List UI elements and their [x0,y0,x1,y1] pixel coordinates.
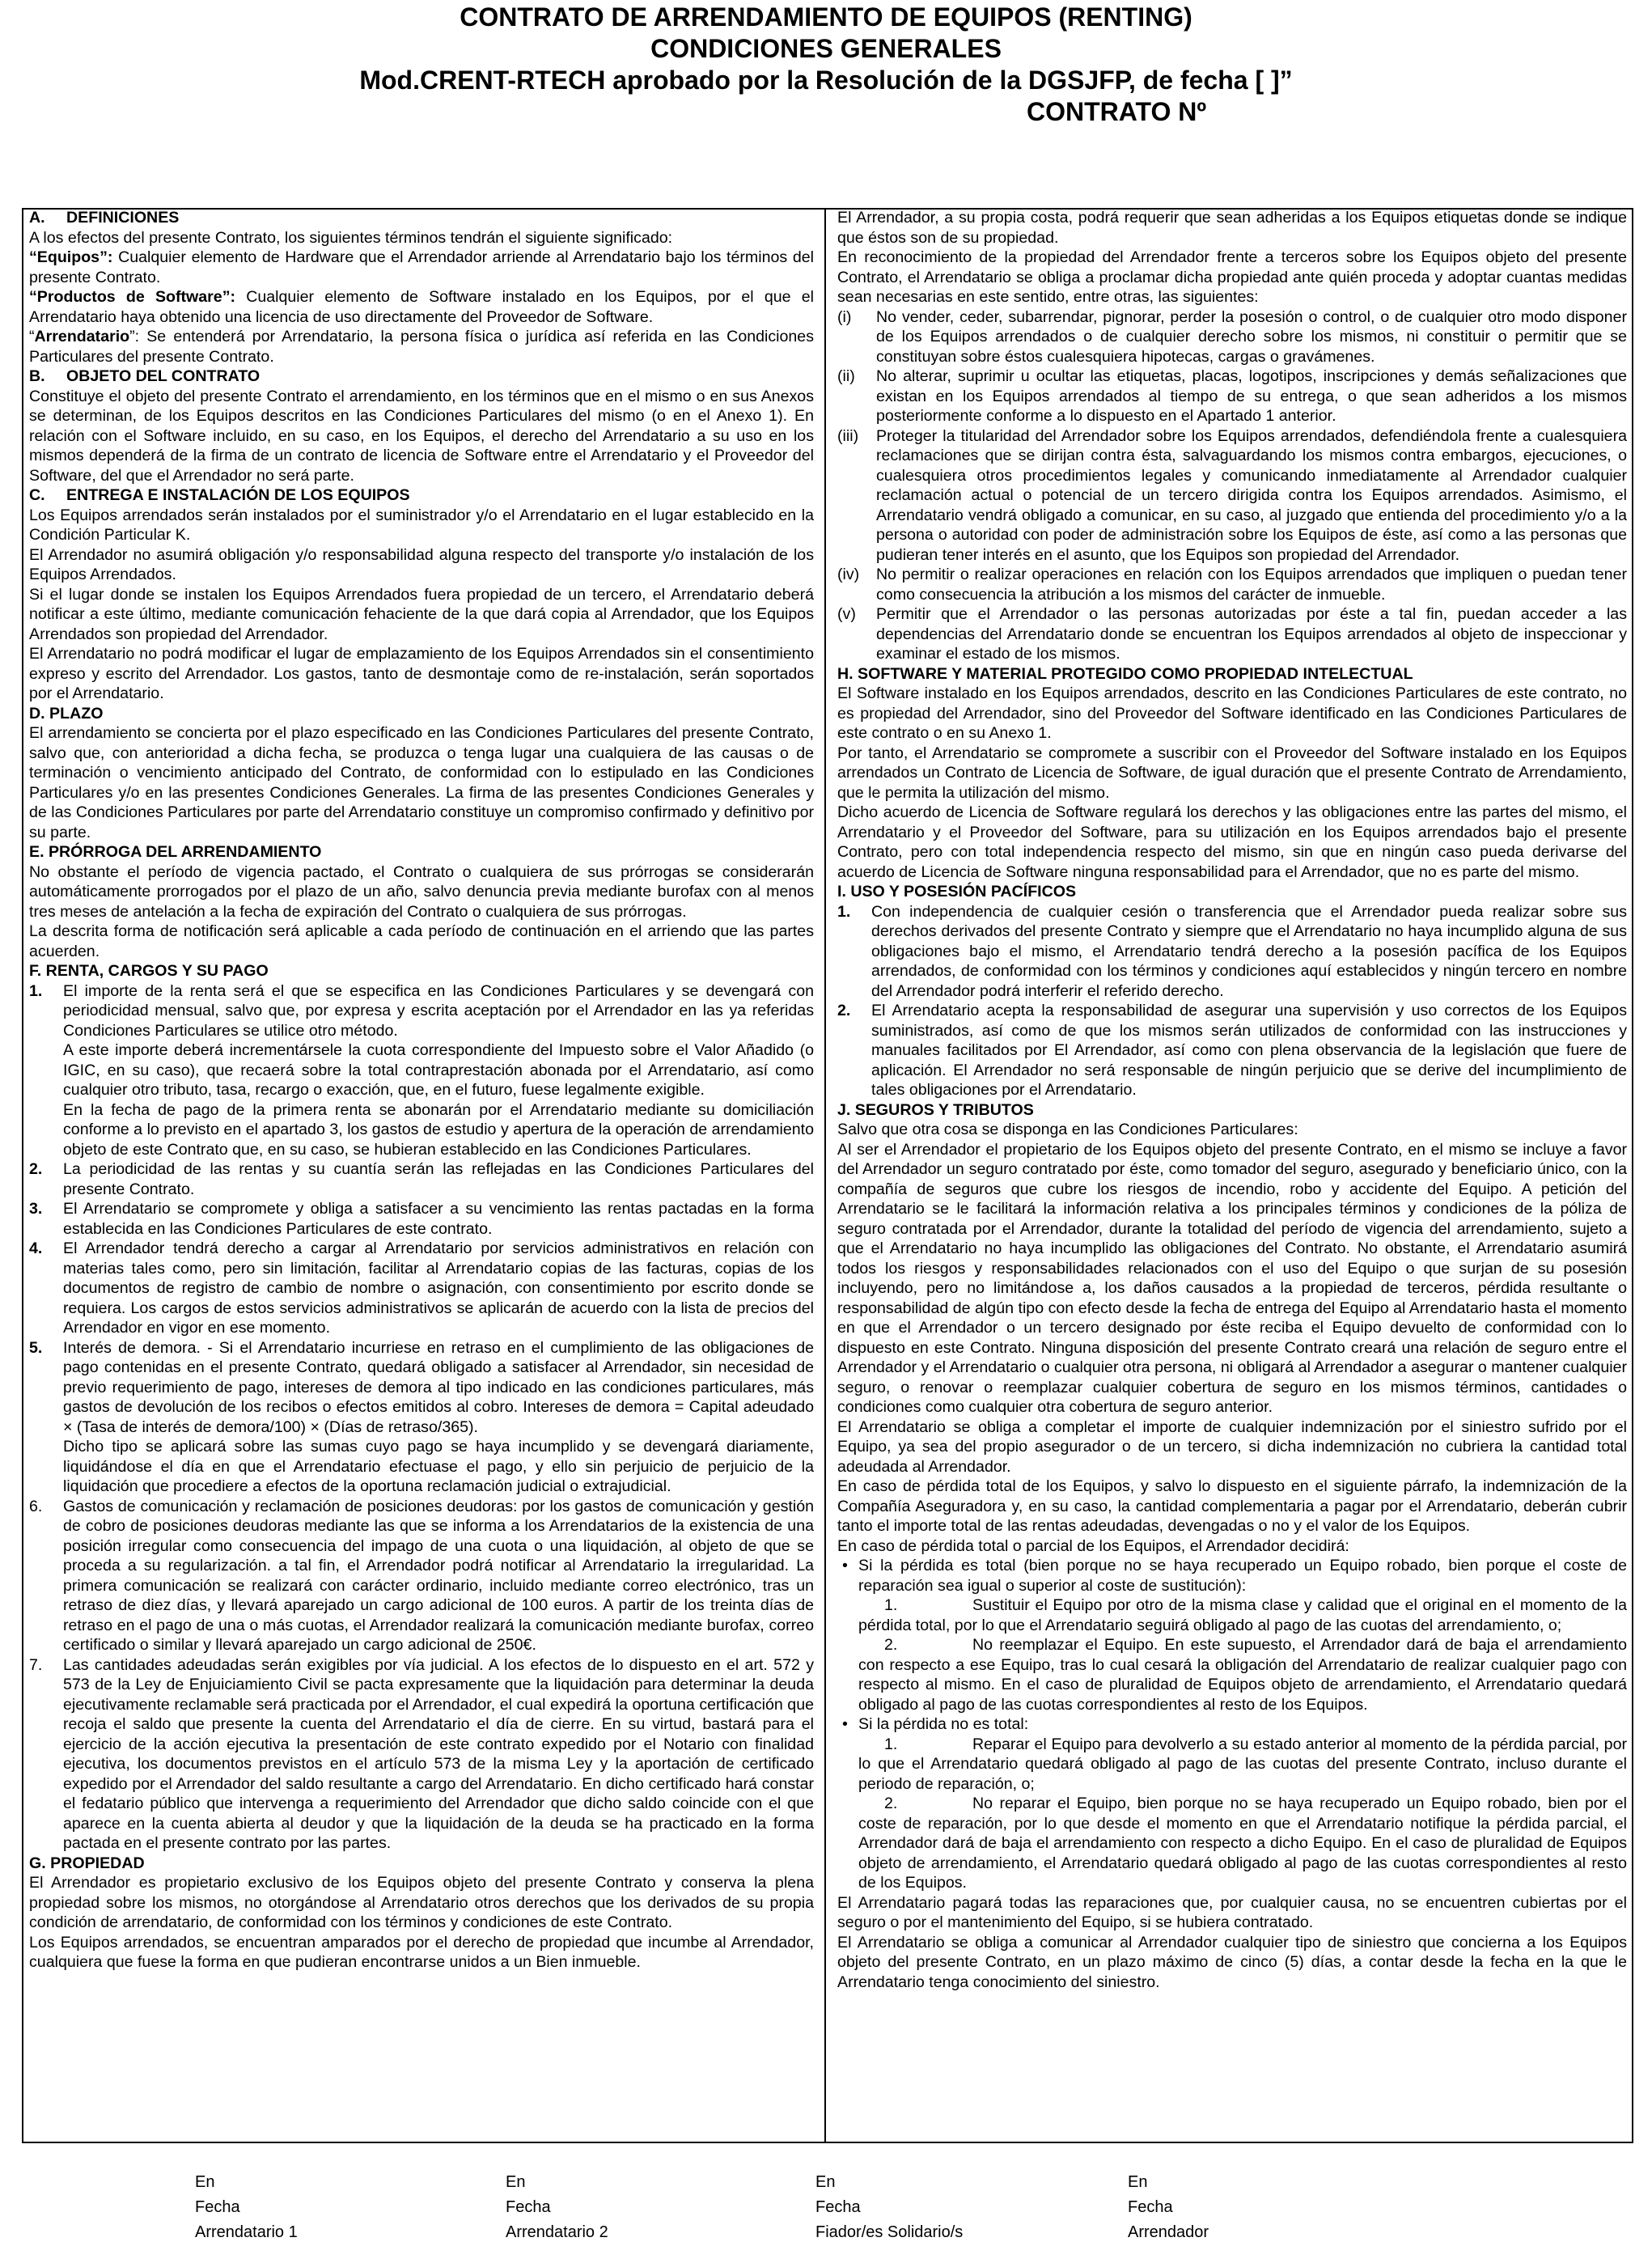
option-repair: 1. Reparar el Equipo para devolverlo a su estado anterior al momento de la pérdida parcial, por lo que el Arrendatario quedará obligado al pago de las cuotas del presente Contrato, incluso durante el periodo de reparación, o; [858,1735,1627,1793]
section-i-heading: I. USO Y POSESIÓN PACÍFICOS [837,883,1077,901]
signature-block-arrendatario-2 [506,2170,608,2245]
section-c-paragraph: Si el lugar donde se instalen los Equipos Arrendados fuera propiedad de un tercero, el Arrendatario deberá notificar a este último, mediante comunicación fehaciente de la que dará copia al Arrendador, que los Equipos Arrendados son propiedad del Arrendador. [29,585,814,643]
clause-i1: 1. Con independencia de cualquier cesión o transferencia que el Arrendador pueda realizar sobre sus derechos derivados del presente Contrato y siempre que el Arrendatario no haya incumplido alguna de sus obligaciones bajo el mismo, el Arrendatario tendrá derecho a la posesión pacífica de los Equipos arrendados, de conformidad con los términos y condiciones aquí establecidos y ningún tercero en nombre del Arrendador podrá interferir el referido derecho. [837,902,1627,1000]
document-title: CONTRATO DE ARRENDAMIENTO DE EQUIPOS (RENTING) [460,2,1192,32]
bullet-icon: • [842,1715,848,1733]
section-e-heading: E. PRÓRROGA DEL ARRENDAMIENTO [29,843,322,861]
section-j-paragraph: En caso de pérdida total o parcial de los Equipos, el Arrendador decidirá: [837,1536,1349,1555]
document-subtitle: CONDICIONES GENERALES [650,34,1002,63]
section-h-paragraph: Dicho acuerdo de Licencia de Software regulará los derechos y las obligaciones entre las partes del mismo, el Arrendatario y el Proveedor del Software, para su utilización en los Equipos arrendados bajo el presente Contrato, pero con total independencia respecto del mismo, sin que en ningún caso pueda derivarse del acuerdo de Licencia de Software ninguna responsabilidad para el Arrendador, que no es parte del mismo. [837,803,1627,881]
signature-role: Arrendatario 2 [506,2223,608,2241]
signature-date: Fecha [506,2198,551,2216]
signature-block-arrendatario-1 [195,2170,298,2245]
section-c-paragraph: El Arrendatario no podrá modificar el lugar de emplazamiento de los Equipos Arrendados sin el consentimiento expreso y escrito del Arrendador. Los gastos, tanto de desmontaje como de re-instalación, serán soportados por el Arrendatario. [29,645,814,702]
bullet-icon: • [842,1557,848,1574]
clause-f7: 7. Las cantidades adeudadas serán exigibles por vía judicial. A los efectos de lo dispuesto en el art. 572 y 573 de la Ley de Enjuiciamiento Civil se pacta expresamente que la liquidación para determinar la deuda ejecutivamente reclamable será practicada por el Arrendador, el cual expedirá la oportuna certificación que recoja el saldo que presente la cuenta del Arrendatario el día de cierre. En su virtud, bastará para el ejercicio de la acción ejecutiva la presentación de este contrato expedido por el Notario con finalidad ejecutiva, los documentos previstos en el artículo 573 de la misma Ley y la aportación de certificado expedido por el Arrendador del saldo resultante a cargo del Arrendatario. En dicho certificado hará constar el fedatario público que intervenga a requerimiento del Arrendador que dicho saldo coincide con el que aparece en la cuenta abierta al deudor y que la liquidación de la deuda se ha practicado en la forma pactada en el presente contrato por las partes. [29,1655,814,1852]
section-j-paragraph: Al ser el Arrendador el propietario de los Equipos objeto del presente Contrato, en el mismo se incluye a favor del Arrendador un seguro contratado por éste, como tomador del seguro, asegurado y beneficiario único, con la compañía de seguros que cubre los riesgos de incendio, robo y accidente del Equipo. A petición del Arrendatario se le facilitará la información relativa a los principales términos y condiciones de la póliza de seguro contratada por el Arrendador, durante la totalidad del período de vigencia del arrendamiento, sujeto a que el Arrendatario no haya incumplido las obligaciones del Contrato. No obstante, el Arrendatario asumirá todos los riesgos y responsabilidades relacionados con el uso del Equipo o que surjan de su posesión incluyendo, pero no limitándose a, los daños causados a la propiedad de terceros, pérdida resultante o responsabilidad de algún tipo con efecto desde la fecha de entrega del Equipo al Arrendatario hasta el momento en que el Arrendador o un tercero designado por éste reciba el Equipo devuelto de conformidad con lo dispuesto en este Contrato. Ninguna disposición del presente Contrato creará una relación de seguro entre el Arrendador y el Arrendatario o cualquier otra persona, ni obligará al Arrendador a asegurar o mantener cualquier seguro, o renovar o reemplazar cualquier cobertura de seguro en los mismos términos, cantidades o condiciones como cualquier otra cobertura de seguro anterior. [837,1140,1627,1416]
section-c-heading: C. ENTREGA E INSTALACIÓN DE LOS EQUIPOS [29,486,410,504]
definition-productos-software: “Productos de Software”: Cualquier elemento de Software instalado en los Equipos, por el que el Arrendatario haya obtenido una licencia de uso directamente del Proveedor de Software. [29,288,814,326]
section-a-intro: A los efectos del presente Contrato, los siguientes términos tendrán el siguiente significado: [29,228,673,247]
section-h-heading: H. SOFTWARE Y MATERIAL PROTEGIDO COMO PROPIEDAD INTELECTUAL [837,664,1413,683]
signature-place: En [815,2173,836,2191]
section-j-paragraph: El Arrendatario se obliga a comunicar al Arrendador cualquier tipo de siniestro que concierna a los Equipos objeto del presente Contrato, en un plazo máximo de cinco (5) días, a contar desde la fecha en la que le Arrendatario tenga conocimiento del siniestro. [837,1933,1627,1991]
section-d-text: El arrendamiento se concierta por el plazo especificado en las Condiciones Particulares del presente Contrato, salvo que, con anterioridad a dicha fecha, se produzca o tenga lugar una cualquiera de las causas o de terminación o vencimiento anticipado del Contrato, de conformidad con lo estipulado en las Condiciones Particulares y/o en las presentes Condiciones Generales. La firma de las presentes Condiciones Generales y de las Condiciones Particulares por parte del Arrendatario constituye un compromiso confirmado y definitivo por su parte. [29,724,814,841]
section-g-heading: G. PROPIEDAD [29,1854,145,1872]
clause-g-ii: (ii) No alterar, suprimir u ocultar las etiquetas, placas, logotipos, inscripciones y demás señalizaciones que existan en los Equipos arrendados al tiempo de su entrega, o que sean adheridos a los mismos posteriormente conforme a lo dispuesto en el Apartado 1 anterior. [837,367,1627,425]
clause-f4: 4. El Arrendador tendrá derecho a cargar al Arrendatario por servicios administrativos en relación con materias tales como, pero sin limitación, facilitar al Arrendatario copias de las facturas, copias de los documentos de registro de cambio de nombre o asignación, con consentimiento por escrito donde se requiera. Los cargos de estos servicios administrativos se aplicarán de acuerdo con la lista de precios del Arrendador en vigor en ese momento. [29,1240,814,1337]
clause-f1: 1. El importe de la renta será el que se especifica en las Condiciones Particulares y se devengará con periodicidad mensual, salvo que, por expresa y escrita aceptación por el Arrendador en las ya referidas Condiciones Particulares se utilice otro método. A este importe deberá incrementársele la cuota correspondiente del Impuesto sobre el Valor Añadido (o IGIC, en su caso), que recaerá sobre la total contraprestación abonada por el Arrendatario, así como cualquier otro tributo, tasa, recargo o exacción, que, en el futuro, fuese legalmente exigible. En la fecha de pago de la primera renta se abonarán por el Arrendatario mediante su domiciliación conforme a lo previsto en el apartado 3, los gastos de estudio y apertura de la operación de arrendamiento objeto de este Contrato que, en su caso, se hubieran establecido en las Condiciones Particulares. [29,981,814,1159]
clause-g-iii: (iii) Proteger la titularidad del Arrendador sobre los Equipos arrendados, defendiéndola frente a cualesquiera reclamaciones que se dirijan contra ésta, salvaguardando los mismos contra embargos, ejecuciones, o cualesquiera otros procedimientos legales y comunicando inmediatamente al Arrendador cualquier reclamación actual o potencial de un tercero dirigida contra los Equipos arrendados. Asimismo, el Arrendatario vendrá obligado a comunicar, en su caso, al juzgado que entienda del procedimiento y/o a la persona o autoridad con poder de administración sobre los Equipos de éste, así como a las personas que pudieran tener interés en el asunto, que los Equipos son propiedad del Arrendador. [837,426,1627,564]
section-e-paragraph: No obstante el período de vigencia pactado, el Contrato o cualquiera de sus prórrogas se considerarán automáticamente prorrogados por el plazo de un año, salvo denuncia previa mediante burofax con al menos tres meses de antelación a la fecha de expiración del Contrato o cualquiera de sus prórrogas. [29,862,814,921]
clause-g-v: (v) Permitir que el Arrendador o las personas autorizadas por éste a tal fin, puedan acceder a las dependencias del Arrendatario donde se encuentran los Equipos arrendados al objeto de inspeccionar y examinar el estado de los mismos. [837,605,1627,663]
signature-block-arrendador [1128,2170,1209,2245]
section-j-heading: J. SEGUROS Y TRIBUTOS [837,1100,1034,1119]
bullet-partial-loss: • Si la pérdida no es total: [842,1715,1029,1733]
section-j-paragraph: El Arrendatario pagará todas las reparaciones que, por cualquier causa, no se encuentren cubiertas por el seguro o por el mantenimiento del Equipo, si se hubiera contratado. [837,1893,1627,1931]
clause-i2: 2. El Arrendatario acepta la responsabilidad de asegurar una supervisión y uso correctos de los Equipos suministrados, así como de que los mismos serán utilizados de conformidad con las instrucciones y manuales facilitados por El Arrendador, así como con plena observancia de la legislación que fuere de aplicación. El Arrendador no será responsable de ningún perjuicio que se derive del incumplimiento de tales obligaciones por el Arrendatario. [837,1002,1627,1099]
section-f-heading: F. RENTA, CARGOS Y SU PAGO [29,962,269,980]
signature-block-fiador [815,2170,963,2245]
clause-f2: 2. La periodicidad de las rentas y su cuantía serán las reflejadas en las Condiciones Particulares del presente Contrato. [29,1160,814,1198]
section-j-paragraph: En caso de pérdida total de los Equipos, y salvo lo dispuesto en el siguiente párrafo, la indemnización de la Compañía Aseguradora y, en su caso, la cantidad complementaria a pagar por el Arrendatario, deberán cubrir tanto el importe total de las rentas adeudadas, devengadas o no y el valor de los Equipos. [837,1477,1627,1535]
contract-number-label: CONTRATO Nº [1026,97,1207,126]
clause-f6: 6. Gastos de comunicación y reclamación de posiciones deudoras: por los gastos de comunicación y gestión de cobro de posiciones deudoras mediante las que se informa a los Arrendatarios de la existencia de una posición irregular como consecuencia del impago de una cuota o una liquidación, al objeto de que se proceda a su regularización. a tal fin, el Arrendador podrá notificar al Arrendatario la irregularidad. La primera comunicación se realizará con carácter ordinario, incluido mediante correo electrónico, tras un retraso de diez días, y llevará aparejado un cargo adicional de 100 euros. A partir de los treinta días de retraso en el pago de una o más cuotas, el Arrendador realizará la comunicación mediante burofax, correo certificado o similar y llevará aparejado un cargo adicional de 250€. [29,1497,814,1654]
clause-f3: 3. El Arrendatario se compromete y obliga a satisfacer a su vencimiento las rentas pactadas en la forma establecida en las Condiciones Particulares de este contrato. [29,1200,814,1238]
clause-g-iv: (iv) No permitir o realizar operaciones en relación con los Equipos arrendados que impliquen o puedan tener como consecuencia la atribución a los mismos del carácter de inmueble. [837,566,1627,604]
section-j-paragraph: Salvo que otra cosa se disponga en las Condiciones Particulares: [837,1121,1298,1138]
section-b-text: Constituye el objeto del presente Contrato el arrendamiento, en los términos que en el mismo o en sus Anexos se determinan, de los Equipos descritos en las Condiciones Particulares del mismo (o en el Anexo 1). En relación con el Software incluido, en su caso, en los Equipos, el derecho del Arrendatario a su uso en los mismos dependerá de la firma de un contrato de licencia de Software entre el Arrendatario y el Proveedor del Software, del que el Arrendador no será parte. [29,387,814,485]
definition-arrendatario: “Arrendatario”: Se entenderá por Arrendatario, la persona física o jurídica así referida en las Condiciones Particulares del presente Contrato. [29,328,814,366]
definition-equipos: “Equipos”: Cualquier elemento de Hardware que el Arrendador arriende al Arrendatario bajo los términos del presente Contrato. [29,248,814,286]
clause-f5: 5. Interés de demora. - Si el Arrendatario incurriese en retraso en el cumplimiento de las obligaciones de pago contenidas en el presente Contrato, quedará obligado a satisfacer al Arrendador, sin necesidad de previo requerimiento de pago, intereses de demora al tipo indicado en las condiciones particulares, más gastos de devolución de los recibos o efectos emitidos al cobro. Intereses de demora = Capital adeudado × (Tasa de interés de demora/100) × (Días de retraso/365). Dicho tipo se aplicará sobre las sumas cuyo pago se haya incumplido y se devengará diariamente, liquidándose el día en que el Arrendatario efectuase el pago, y ello sin perjuicio de perjuicio de la liquidación que procediere a efectos de la oportuna reclamación judicial o extrajudicial. [29,1338,814,1495]
section-j-paragraph: El Arrendatario se obliga a completar el importe de cualquier indemnización por el siniestro sufrido por el Equipo, ya sea del propio asegurador o de un tercero, si dicha indemnización no cubriera la cantidad total adeudada al Arrendador. [837,1418,1627,1476]
option-no-repair: 2. No reparar el Equipo, bien porque no se haya recuperado un Equipo robado, bien por el coste de reparación, por lo que desde el momento en que el Arrendatario notifique la pérdida parcial, el Arrendador dará de baja el arrendamiento con respecto a dicho Equipo. En el caso de pluralidad de Equipos objeto de arrendamiento, el Arrendatario quedará obligado al pago de las cuotas correspondientes al resto de los Equipos. [858,1795,1627,1892]
section-c-paragraph: Los Equipos arrendados serán instalados por el suministrador y/o el Arrendatario en el lugar establecido en la Condición Particular K. [29,506,814,544]
right-column [837,208,1627,1992]
signature-date: Fecha [195,2198,240,2216]
signature-date: Fecha [1128,2198,1173,2216]
section-b-heading: B. OBJETO DEL CONTRATO [29,367,261,385]
option-no-replace: 2. No reemplazar el Equipo. En este supuesto, el Arrendador dará de baja el arrendamiento con respecto a ese Equipo, tras lo cual cesará la obligación del Arrendatario de realizar cualquier pago con respecto al mismo. En el caso de pluralidad de Equipos objeto de arrendamiento, el Arrendatario quedará obligado al pago de las cuotas correspondientes al resto de los Equipos. [858,1636,1627,1714]
signature-date: Fecha [815,2198,861,2216]
section-g-paragraph: Los Equipos arrendados, se encuentran amparados por el derecho de propiedad que incumbe al Arrendador, cualquiera que fuese la forma en que pudieran encontrarse unidos a un Bien inmueble. [29,1933,814,1971]
bullet-total-loss: • Si la pérdida es total (bien porque no se haya recuperado un Equipo robado, bien porque el coste de reparación sea igual o superior al coste de sustitución): [842,1557,1627,1595]
option-replace: 1. Sustituir el Equipo por otro de la misma clase y calidad que el original en el momento de la pérdida total, por lo que el Arrendatario seguirá obligado al pago de las cuotas del arrendamiento, o; [858,1596,1627,1634]
model-approval-line: Mod.CRENT-RTECH aprobado por la Resolución de la DGSJFP, de fecha [ ]” [359,66,1293,95]
clause-g-i: (i) No vender, ceder, subarrendar, pignorar, perder la posesión o control, o de cualquier otro modo disponer de los Equipos arrendados o de cualquier derecho sobre los mismos, ni constituir o permitir que se constituyan sobre éstos cualesquiera hipotecas, cargas o gravámenes. [837,307,1627,366]
section-e-paragraph: La descrita forma de notificación será aplicable a cada período de continuación en el arriendo que las partes acuerden. [29,922,814,960]
section-g-paragraph: El Arrendador es propietario exclusivo de los Equipos objeto del presente Contrato y conserva la plena propiedad sobre los mismos, no otorgándose al Arrendatario otros derechos que los derivados de su propia condición de arrendatario, de conformidad con los términos y condiciones de este Contrato. [29,1874,814,1931]
signature-role: Fiador/es Solidario/s [815,2223,964,2241]
signature-place: En [1128,2173,1148,2191]
signature-role: Arrendatario 1 [195,2223,298,2241]
section-d-heading: D. PLAZO [29,704,104,723]
signature-place: En [195,2173,215,2191]
column-divider [824,208,826,2143]
signature-place: En [506,2173,526,2191]
section-h-paragraph: Por tanto, el Arrendatario se compromete a suscribir con el Proveedor del Software instalado en los Equipos arrendados un Contrato de Licencia de Software, de igual duración que el presente Contrato de Arrendamiento, que le permita la utilización del mismo. [837,744,1627,802]
left-column [29,208,814,1973]
section-g-paragraph: En reconocimiento de la propiedad del Arrendador frente a terceros sobre los Equipos objeto del presente Contrato, el Arrendatario se obliga a proclamar dicha propiedad ante quién proceda y adoptar cuantas medidas sean necesarias en este sentido, entre otras, las siguientes: [837,248,1627,306]
section-a-heading: A. DEFINICIONES [29,209,180,227]
section-c-paragraph: El Arrendador no asumirá obligación y/o responsabilidad alguna respecto del transporte y/o instalación de los Equipos Arrendados. [29,545,814,583]
section-h-paragraph: El Software instalado en los Equipos arrendados, descrito en las Condiciones Particulares de este contrato, no es propiedad del Arrendador, sino del Proveedor del Software identificado en las Condiciones Particulares de este contrato o en su Anexo 1. [837,684,1627,742]
section-g-paragraph: El Arrendador, a su propia costa, podrá requerir que sean adheridas a los Equipos etiquetas donde se indique que éstos son de su propiedad. [837,209,1627,247]
signature-role: Arrendador [1128,2223,1209,2241]
